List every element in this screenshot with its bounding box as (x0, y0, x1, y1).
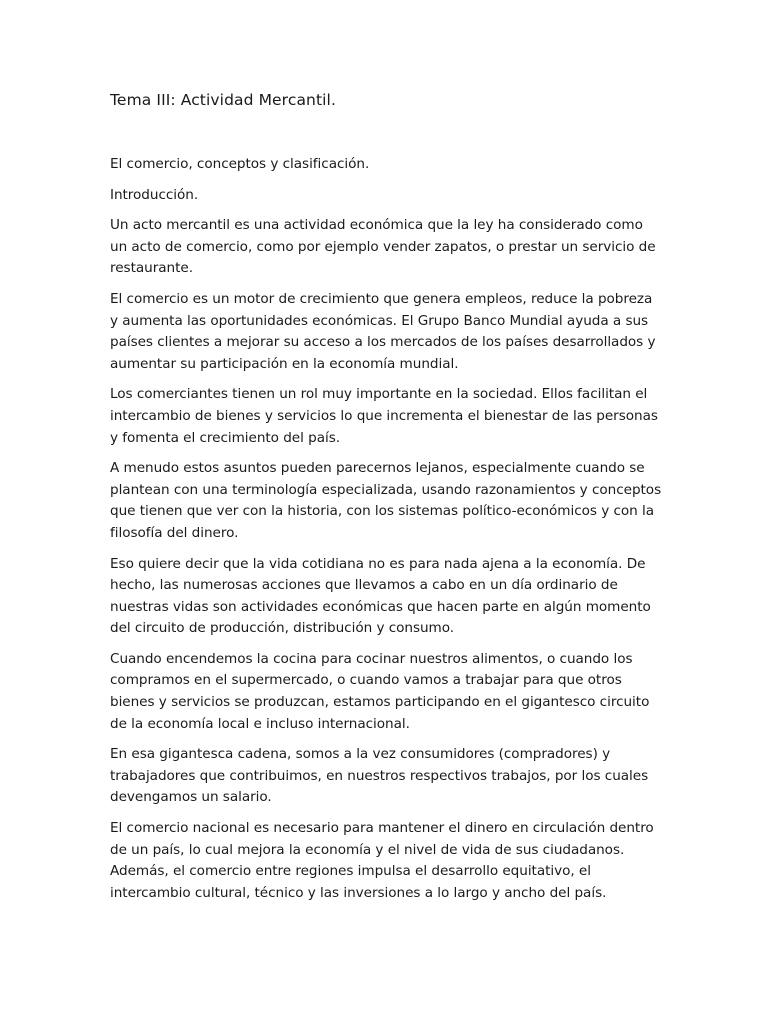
paragraph: En esa gigantesca cadena, somos a la vez consumidores (compradores) y trabajadores que contribuimos, en nuestros respectivos trabajos, por los cuales devengamos un salario. (110, 746, 649, 806)
paragraph: A menudo estos asuntos pueden parecernos lejanos, especialmente cuando se plantean con una terminología especializada, usando razonamientos y conceptos que tienen que ver con la historia, con los sistemas político-económicos y con la filosofía del dinero. (110, 460, 662, 541)
paragraph: Los comerciantes tienen un rol muy importante en la sociedad. Ellos facilitan el intercambio de bienes y servicios lo que incrementa el bienestar de las personas y fomenta el crecimiento del país. (110, 386, 658, 446)
paragraph: Un acto mercantil es una actividad económica que la ley ha considerado como un acto de comercio, como por ejemplo vender zapatos, o prestar un servicio de restaurante. (110, 217, 656, 277)
paragraph: Cuando encendemos la cocina para cocinar nuestros alimentos, o cuando los compramos en el supermercado, o cuando vamos a trabajar para que otros bienes y servicios se produzcan, estamos participando en el gigantesco circuito de la economía local e incluso internacional. (110, 650, 650, 732)
paragraph: El comercio nacional es necesario para mantener el dinero en circulación dentro de un país, lo cual mejora la economía y el nivel de vida de sus ciudadanos. Además, el comercio entre regiones impulsa el desarrollo equitativo, el intercambio cultural, técnico y las inversiones a lo largo y ancho del país. (110, 820, 654, 901)
paragraph-introduction-heading: Introducción. (110, 186, 199, 203)
document-body (110, 154, 662, 913)
paragraph: Eso quiere decir que la vida cotidiana no es para nada ajena a la economía. De hecho, las numerosas acciones que llevamos a cabo en un día ordinario de nuestras vidas son actividades económicas que hacen parte en algún momento del circuito de producción, distribución y consumo. (110, 555, 651, 637)
paragraph: El comercio es un motor de crecimiento que genera empleos, reduce la pobreza y aumenta las oportunidades económicas. El Grupo Banco Mundial ayuda a sus países clientes a mejorar su acceso a los mercados de los países desarrollados y aumentar su participación en la economía mundial. (110, 290, 656, 372)
paragraph-section-heading: El comercio, conceptos y clasificación. (110, 156, 370, 172)
document-header (110, 88, 662, 112)
document-title: Tema III: Actividad Mercantil. (110, 91, 336, 109)
